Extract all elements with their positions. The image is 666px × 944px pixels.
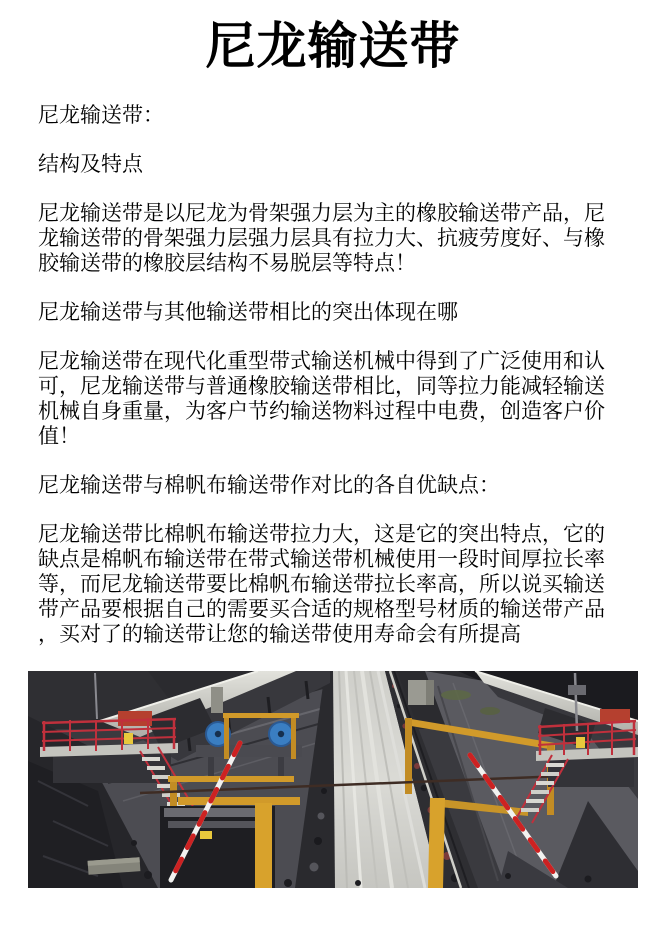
conveyor-belt-photo	[28, 671, 638, 888]
paragraph-canvas-text: 尼龙输送带比棉帆布输送带拉力大，这是它的突出特点，它的缺点是棉帆布输送带在带式输送带机械使用一段时间厚拉长率等，而尼龙输送带要比棉帆布输送带拉长率高，所以说买输送带产品要根据自己的需要买合适的规格型号材质的输送带产品，买对了的输送带让您的输送带使用寿命会有所提高	[38, 523, 605, 646]
paragraph-intro-label: 尼龙输送带：	[38, 104, 164, 127]
paragraph-canvas-heading: 尼龙输送带与棉帆布输送带作对比的各自优缺点：	[38, 474, 500, 497]
paragraph-compare-text: 尼龙输送带在现代化重型带式输送机械中得到了广泛使用和认可，尼龙输送带与普通橡胶输送带相比，同等拉力能减轻输送机械自身重量，为客户节约输送物料过程中电费，创造客户价值！	[38, 350, 605, 448]
paragraph-structure-text: 尼龙输送带是以尼龙为骨架强力层为主的橡胶输送带产品，尼龙输送带的骨架强力层强力层具有拉力大、抗疲劳度好、与橡胶输送带的橡胶层结构不易脱层等特点！	[38, 202, 605, 275]
paragraph-structure-heading: 结构及特点	[38, 153, 143, 176]
page-title: 尼龙输送带	[205, 18, 461, 74]
article-body	[38, 78, 618, 647]
conveyor-belt-photo-illustration	[28, 671, 638, 888]
paragraph-compare-heading: 尼龙输送带与其他输送带相比的突出体现在哪	[38, 301, 458, 324]
